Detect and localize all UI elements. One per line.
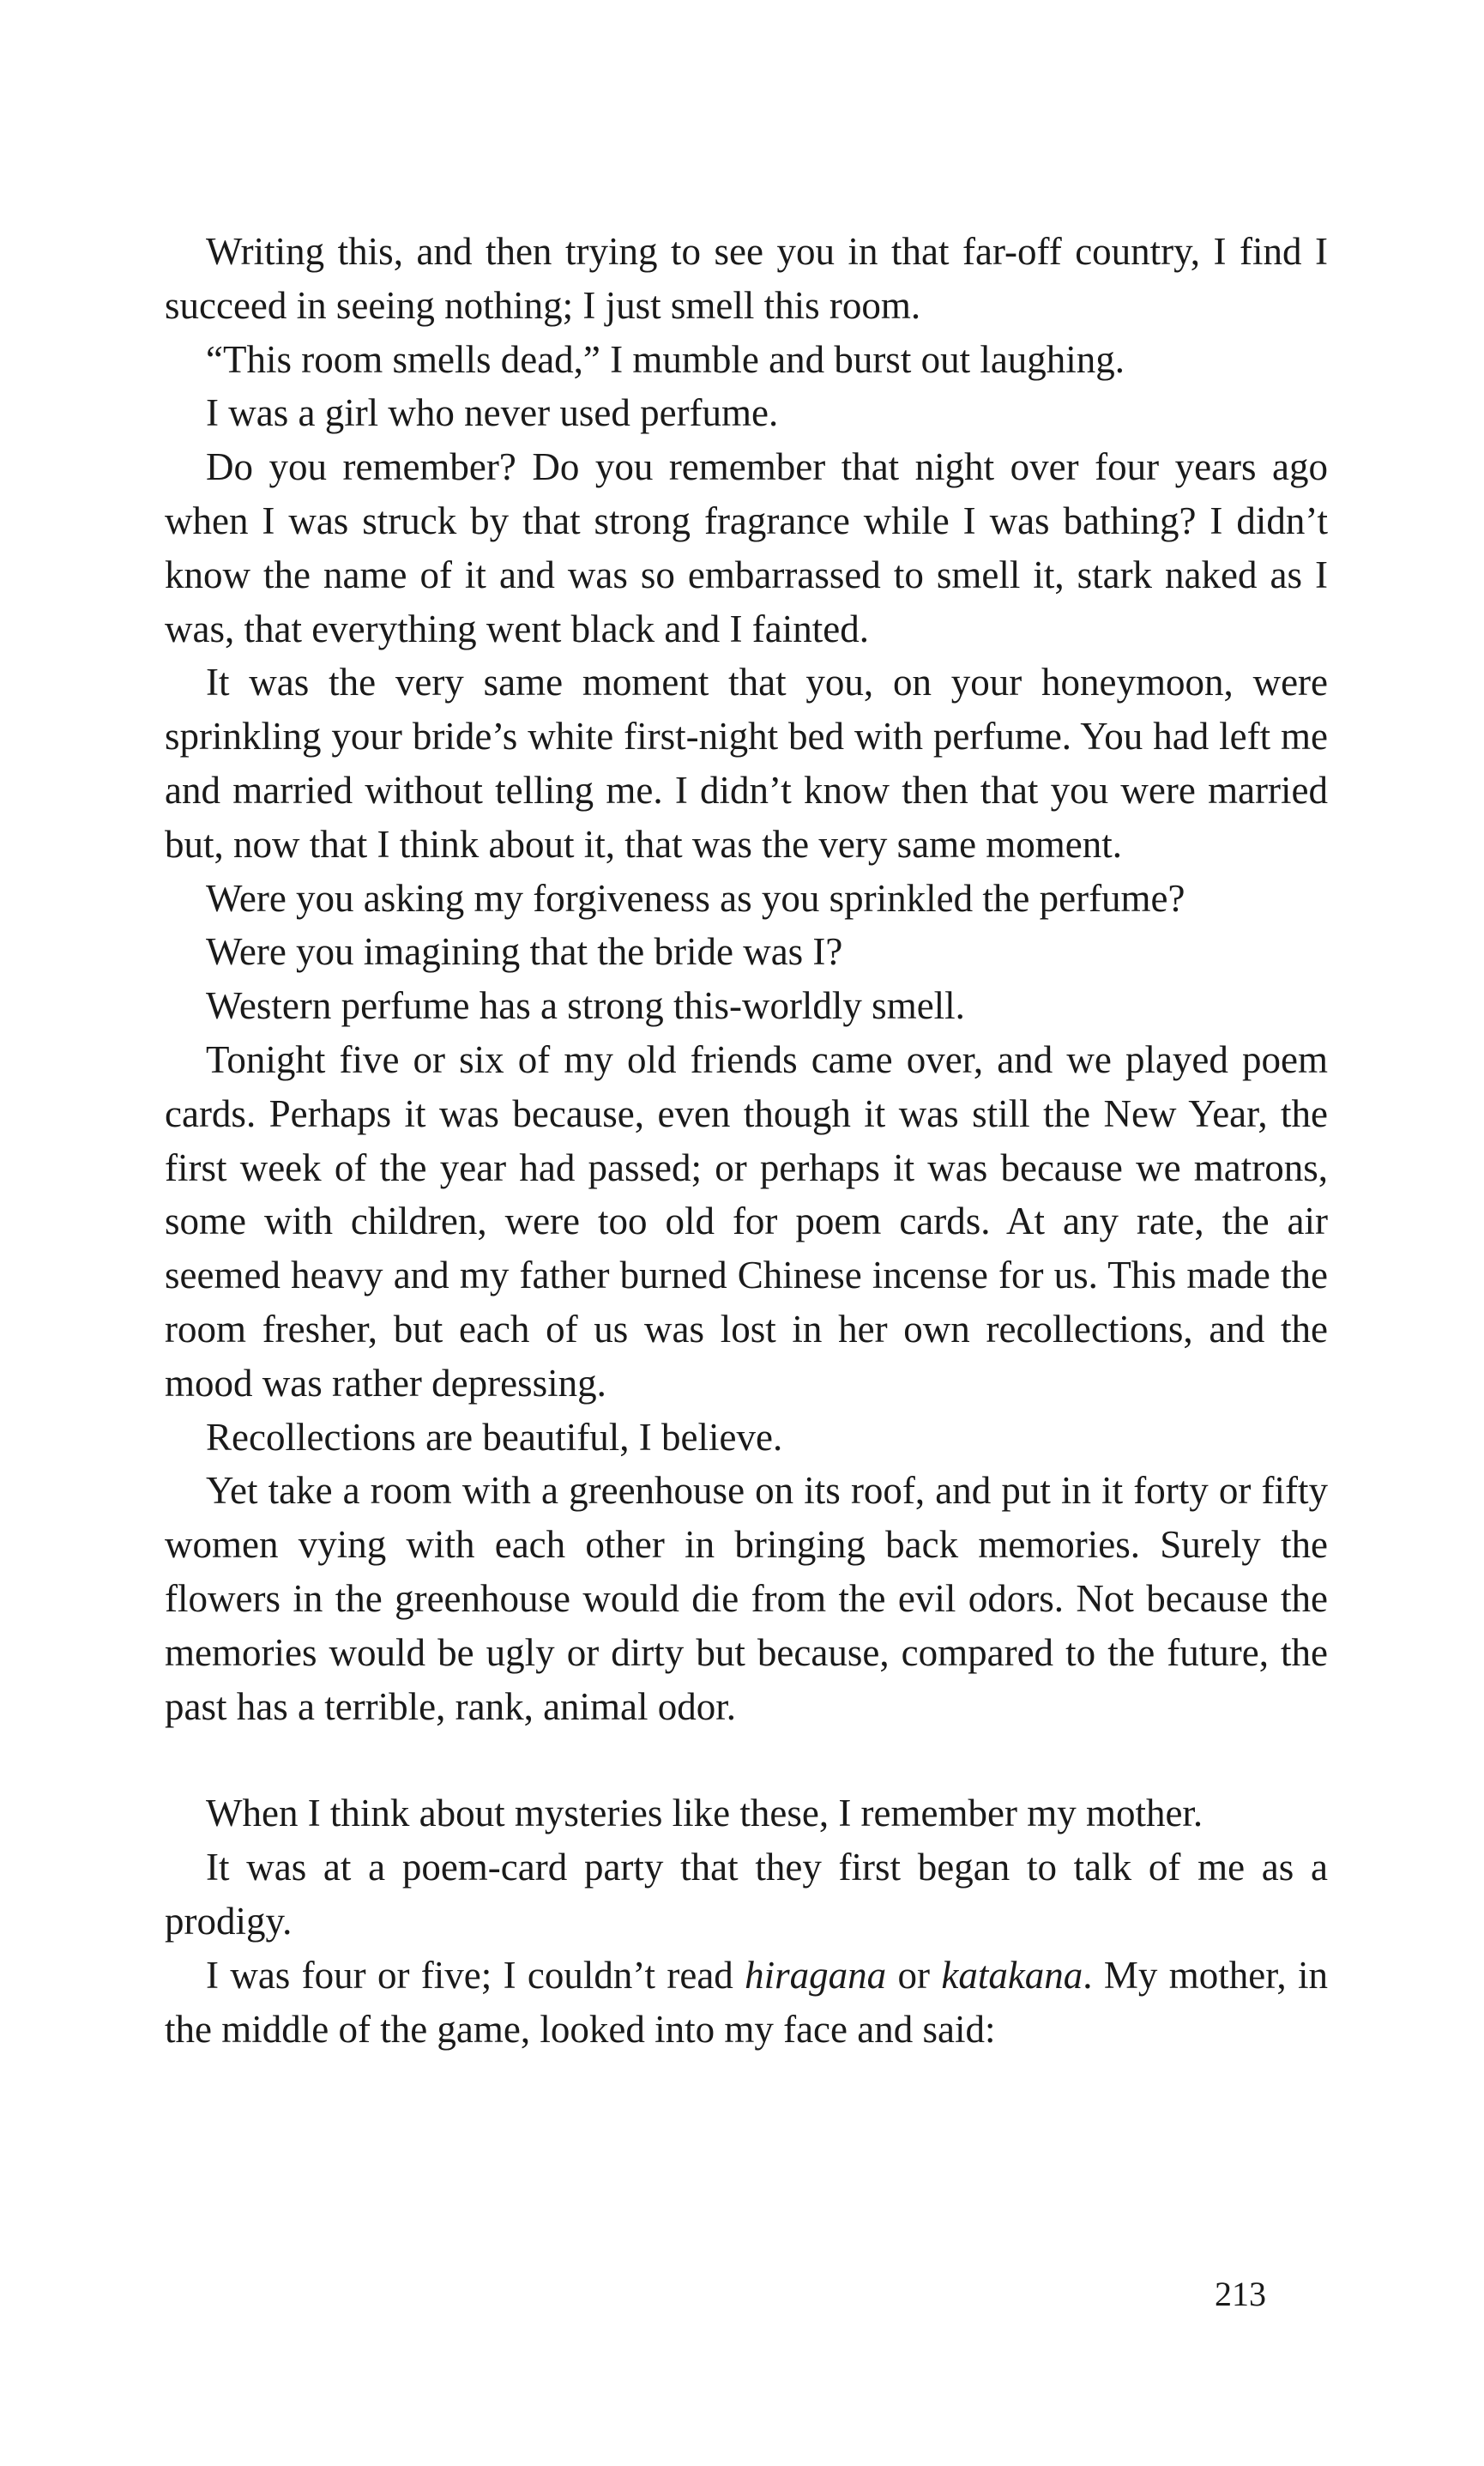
text-run: I was four or five; I couldn’t read [206, 1953, 745, 1997]
paragraph: It was at a poem-card party that they first began to talk of me as a prodigy. [165, 1846, 1328, 1943]
paragraph-last [165, 1949, 1328, 2057]
paragraph: Yet take a room with a greenhouse on its roof, and put in it forty or fifty women vying with each other in bringing back memories. Surely the flowers in the greenhouse would die from the evil odors. Not because the memories would be ugly or dirty but because, compared to the future, the past has a terrible, rank, animal odor. [165, 1469, 1328, 1728]
paragraph: Were you asking my forgiveness as you sprinkled the perfume? [206, 876, 1185, 920]
paragraph: “This room smells dead,” I mumble and burst out laughing. [206, 337, 1125, 381]
paragraph: Recollections are beautiful, I believe. [206, 1415, 783, 1459]
section-break [165, 1733, 1328, 1786]
italic-term-katakana: katakana [941, 1953, 1083, 1997]
body-text [165, 225, 1328, 2056]
text-run: . My mother, in the middle of the game, looked into my face and said: [165, 1953, 1328, 2051]
paragraph: It was the very same moment that you, on your honeymoon, were sprinkling your bride’s white first-night bed with perfume. You had left me and married without telling me. I didn’t know then that you were married but, now that I think about it, that was the very same moment. [165, 661, 1328, 866]
paragraph: Do you remember? Do you remember that night over four years ago when I was struck by that strong fragrance while I was bathing? I didn’t know the name of it and was so embarrassed to smell it, stark naked as I was, that everything went black and I fainted. [165, 445, 1328, 650]
paragraph: Western perfume has a strong this-worldly smell. [206, 984, 965, 1028]
paragraph: Were you imagining that the bride was I? [206, 930, 843, 974]
paragraph: Writing this, and then trying to see you in that far-off country, I find I succeed in seeing nothing; I just smell this room. [165, 230, 1328, 327]
text-run: or [886, 1953, 942, 1997]
paragraph: I was a girl who never used perfume. [206, 391, 779, 435]
page-number: 213 [1215, 2275, 1266, 2313]
paragraph: Tonight five or six of my old friends came over, and we played poem cards. Perhaps it was because, even though it was still the New Year, the first week of the year had passed; or perhaps it was because we matrons, some with children, were too old for poem cards. At any rate, the air seemed heavy and my father burned Chinese incense for us. This made the room fresher, but each of us was lost in her own recollections, and the mood was rather depressing. [165, 1037, 1328, 1405]
paragraph: When I think about mysteries like these, I remember my mother. [206, 1792, 1203, 1835]
italic-term-hiragana: hiragana [745, 1953, 887, 1997]
